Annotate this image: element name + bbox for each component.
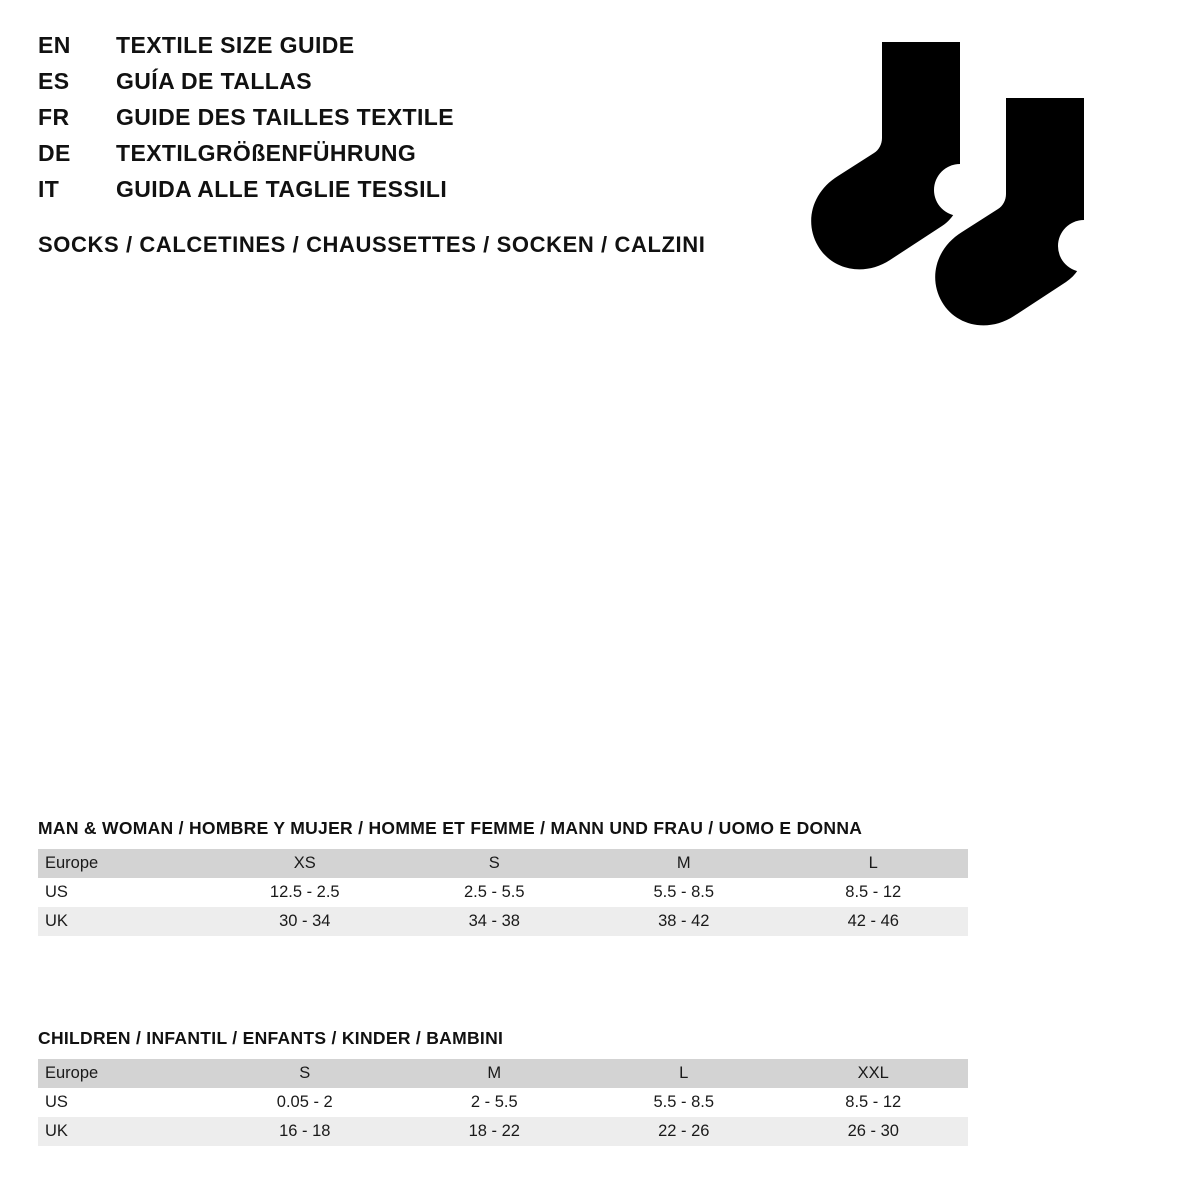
- table-row: [38, 1117, 968, 1146]
- row-label-uk: UK: [38, 1117, 210, 1146]
- cell-us-4: 8.5 - 12: [779, 878, 969, 907]
- cell-europe-1: XS: [210, 849, 400, 878]
- cell-uk-1: 30 - 34: [210, 907, 400, 936]
- cell-uk-1: 16 - 18: [210, 1117, 400, 1146]
- table-row: [38, 1059, 968, 1088]
- cell-us-2: 2.5 - 5.5: [400, 878, 590, 907]
- cell-us-1: 0.05 - 2: [210, 1088, 400, 1117]
- size-guide-header: [38, 32, 798, 258]
- table-row: [38, 878, 968, 907]
- size-table-man-woman: [38, 849, 968, 936]
- size-table-block-children: [38, 1028, 968, 1146]
- cell-uk-2: 34 - 38: [400, 907, 590, 936]
- cell-europe-2: S: [400, 849, 590, 878]
- product-name-line: SOCKS / CALCETINES / CHAUSSETTES / SOCKEN / CALZINI: [38, 232, 706, 257]
- cell-uk-2: 18 - 22: [400, 1117, 590, 1146]
- row-label-europe: Europe: [38, 849, 210, 878]
- cell-us-3: 5.5 - 8.5: [589, 878, 779, 907]
- cell-us-1: 12.5 - 2.5: [210, 878, 400, 907]
- size-table-children: [38, 1059, 968, 1146]
- language-title-es: GUÍA DE TALLAS: [116, 68, 312, 94]
- pair-of-socks-icon: [810, 30, 1130, 360]
- row-label-uk: UK: [38, 907, 210, 936]
- cell-uk-4: 42 - 46: [779, 907, 969, 936]
- language-title-en: TEXTILE SIZE GUIDE: [116, 32, 355, 58]
- table-title-man-woman: MAN & WOMAN / HOMBRE Y MUJER / HOMME ET FEMME / MANN UND FRAU / UOMO E DONNA: [38, 818, 863, 838]
- table-row: [38, 849, 968, 878]
- language-code-de: DE: [38, 140, 71, 166]
- table-title-children: CHILDREN / INFANTIL / ENFANTS / KINDER / BAMBINI: [38, 1028, 504, 1048]
- cell-europe-4: XXL: [779, 1059, 969, 1088]
- cell-us-4: 8.5 - 12: [779, 1088, 969, 1117]
- language-title-it: GUIDA ALLE TAGLIE TESSILI: [116, 176, 448, 202]
- table-row: [38, 907, 968, 936]
- cell-uk-4: 26 - 30: [779, 1117, 969, 1146]
- language-title-fr: GUIDE DES TAILLES TEXTILE: [116, 104, 454, 130]
- sock-back-heel-notch: [934, 164, 986, 216]
- language-row-fr: [38, 104, 798, 140]
- row-label-us: US: [38, 1088, 210, 1117]
- language-row-en: [38, 32, 798, 68]
- language-row-es: [38, 68, 798, 104]
- cell-europe-3: M: [589, 849, 779, 878]
- language-code-es: ES: [38, 68, 70, 94]
- language-code-fr: FR: [38, 104, 70, 130]
- row-label-europe: Europe: [38, 1059, 210, 1088]
- cell-uk-3: 38 - 42: [589, 907, 779, 936]
- cell-us-2: 2 - 5.5: [400, 1088, 590, 1117]
- language-row-de: [38, 140, 798, 176]
- table-row: [38, 1088, 968, 1117]
- cell-europe-4: L: [779, 849, 969, 878]
- sock-back-shape: [811, 42, 960, 269]
- language-code-it: IT: [38, 176, 60, 202]
- cell-europe-3: L: [589, 1059, 779, 1088]
- cell-europe-2: M: [400, 1059, 590, 1088]
- row-label-us: US: [38, 878, 210, 907]
- language-row-it: [38, 176, 798, 212]
- cell-us-3: 5.5 - 8.5: [589, 1088, 779, 1117]
- language-title-de: TEXTILGRÖßENFÜHRUNG: [116, 140, 417, 166]
- size-table-block-man-woman: [38, 818, 968, 936]
- language-code-en: EN: [38, 32, 71, 58]
- cell-europe-1: S: [210, 1059, 400, 1088]
- sock-front-heel-notch: [1058, 220, 1110, 272]
- cell-uk-3: 22 - 26: [589, 1117, 779, 1146]
